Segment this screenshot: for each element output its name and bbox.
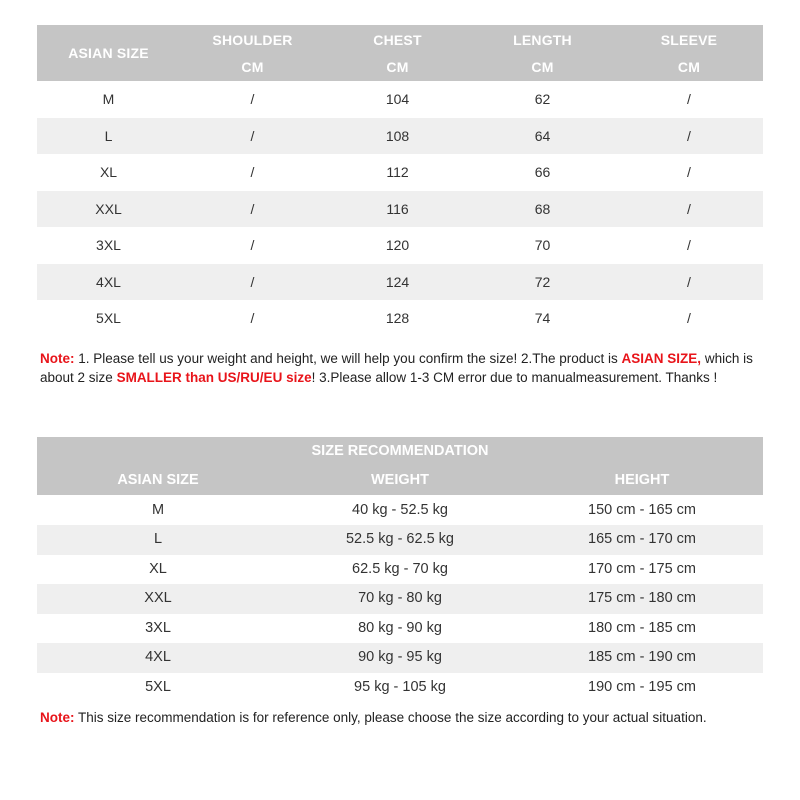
cell-length: 66 [534,164,551,180]
size-chart-header [37,25,763,81]
table-row [37,227,763,264]
table-row [37,191,763,228]
cell-weight: 40 kg - 52.5 kg [352,501,448,518]
note-label: Note: [40,710,75,725]
table-row [37,555,763,585]
table-row [37,118,763,155]
cell-shoulder: / [250,164,255,180]
note-text-a: 1. Please tell us your weight and height, we will help you confirm the size! 2.The product is [74,351,622,366]
cell-sleeve: / [687,310,691,326]
cell-size: M [102,91,115,107]
cell-length: 62 [534,91,551,107]
cell-weight: 52.5 kg - 62.5 kg [345,531,454,547]
cell-sleeve: / [687,164,691,180]
cell-height: 190 cm - 195 cm [588,678,696,695]
header-sleeve: SLEEVE CM [660,32,718,75]
size-note [40,350,760,387]
recommendation-header [37,465,763,495]
cell-sleeve: / [687,91,691,107]
cell-height: 180 cm - 185 cm [588,619,696,636]
cell-weight: 70 kg - 80 kg [358,590,442,606]
header-chest: CHEST CM [373,32,422,75]
cell-length: 72 [534,273,551,290]
cell-weight: 80 kg - 90 kg [358,619,442,636]
cell-length: 74 [534,310,551,326]
table-row [37,525,763,555]
cell-shoulder: / [250,200,255,217]
note-text-b: which is about 2 size [40,351,753,385]
cell-weight: 90 kg - 95 kg [358,649,442,665]
cell-height: 175 cm - 180 cm [588,590,696,606]
table-row [37,154,763,191]
cell-size: 5XL [96,310,121,326]
cell-size: L [104,127,113,144]
cell-weight: 95 kg - 105 kg [354,678,446,695]
cell-chest: 108 [385,127,410,144]
note-label: Note: [40,351,75,366]
table-row [37,643,763,673]
header-asian-size: ASIAN SIZE [68,45,149,61]
header-height: HEIGHT [614,472,670,488]
cell-shoulder: / [250,273,255,290]
cell-size: XXL [144,590,172,606]
cell-size: L [153,531,163,547]
note-text-c: ! 3.Please allow 1-3 CM error due to manualmeasurement. Thanks ! [311,369,718,385]
cell-shoulder: / [250,91,255,107]
cell-size: XL [99,164,118,180]
table-row [37,673,763,703]
recommendation-note [40,709,740,728]
cell-height: 150 cm - 165 cm [588,501,696,518]
table-row [37,614,763,644]
cell-size: 4XL [145,649,171,665]
cell-size: 3XL [96,237,121,253]
cell-sleeve: / [687,273,691,290]
table-row [37,496,763,526]
cell-shoulder: / [250,237,255,253]
cell-length: 68 [534,200,551,217]
cell-sleeve: / [687,200,691,217]
cell-size: XL [149,560,167,577]
cell-chest: 112 [386,164,409,180]
cell-chest: 128 [385,310,410,326]
cell-size: 4XL [96,273,121,290]
cell-height: 185 cm - 190 cm [588,649,696,665]
cell-size: 5XL [145,678,171,695]
table-row [37,81,763,118]
header-shoulder: SHOULDER CM [212,32,293,75]
header-length: LENGTH CM [513,32,572,75]
cell-size: XXL [95,200,122,217]
cell-chest: 116 [386,200,409,217]
cell-sleeve: / [687,237,691,253]
note-highlight-asian-size: ASIAN SIZE, [621,351,702,366]
cell-length: 64 [534,127,551,144]
header-asian-size: ASIAN SIZE [117,472,199,488]
cell-sleeve: / [687,127,691,144]
cell-chest: 124 [385,273,410,290]
cell-size: 3XL [145,619,171,636]
cell-size: M [151,501,165,518]
cell-weight: 62.5 kg - 70 kg [352,560,448,577]
cell-length: 70 [534,237,551,253]
cell-chest: 104 [385,91,410,107]
cell-shoulder: / [250,127,255,144]
cell-height: 165 cm - 170 cm [588,531,696,547]
table-row [37,264,763,301]
header-weight: WEIGHT [371,472,429,488]
cell-shoulder: / [250,310,255,326]
table-row [37,584,763,614]
note-text: This size recommendation is for reference only, please choose the size according to your actual situation. [74,710,707,725]
note-highlight-smaller: SMALLER than US/RU/EU size [116,369,312,385]
cell-chest: 120 [385,237,410,253]
recommendation-title: SIZE RECOMMENDATION [37,437,763,465]
cell-height: 170 cm - 175 cm [588,560,696,577]
table-row [37,300,763,337]
